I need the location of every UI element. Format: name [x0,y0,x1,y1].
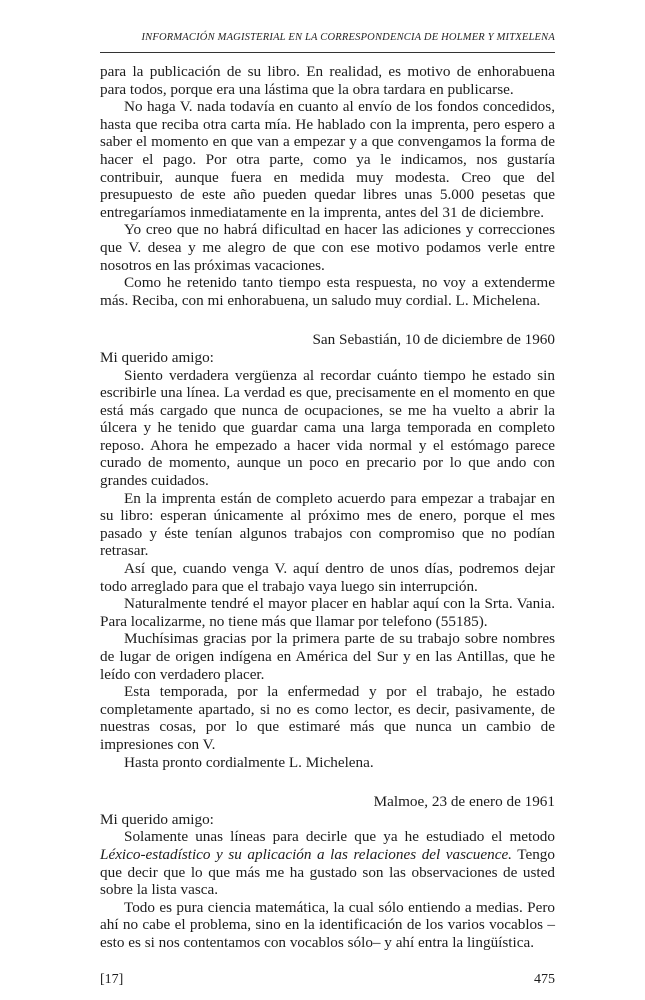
paragraph-text: Solamente unas líneas para decirle que ya he estudiado el metodo [124,828,555,846]
paragraph: Así que, cuando venga V. aquí dentro de unos días, podremos dejar todo arreglado para que el trabajo vaya luego sin interrupción. [100,560,555,595]
letter-dateline: San Sebastián, 10 de diciembre de 1960 [312,331,555,349]
section-reference: [17] [100,972,124,987]
paragraph [100,828,555,898]
running-header [100,30,555,53]
paragraph: para la publicación de su libro. En realidad, es motivo de enhorabuena para todos, porque era una lástima que la obra tardara en publicarse. [100,63,555,98]
paragraph: Hasta pronto cordialmente L. Michelena. [124,753,374,771]
page-number: 475 [534,972,555,987]
page-body [100,63,555,952]
paragraph: Naturalmente tendré el mayor placer en hablar aquí con la Srta. Vania. Para localizarme, no tiene más que llamar por telefono (55185). [100,595,555,630]
book-title: Léxico-estadístico y su aplicación a las relaciones del vascuence. [100,845,512,863]
paragraph: Esta temporada, por la enfermedad y por el trabajo, he estado completamente apartado, si no es como lector, es decir, pasivamente, de nuestras cosas, por lo que estimaré más que nunca un cambio de impresiones con V. [100,683,555,753]
paragraph: Muchísimas gracias por la primera parte de su trabajo sobre nombres de lugar de origen indígena en América del Sur y en las Antillas, que he leído con verdadero placer. [100,630,555,683]
running-title: INFORMACIÓN MAGISTERIAL EN LA CORRESPONDENCIA DE HOLMER Y MITXELENA [141,32,555,43]
paragraph-text: Tengo que decir que lo que más me ha gustado son las observaciones de usted sobre la lista vasca. [100,845,555,899]
paragraph: Todo es pura ciencia matemática, la cual sólo entiendo a medias. Pero ahí no cabe el problema, sino en la identificación de los varios vocablos –esto es si nos contentamos con vocablos sólo– y ahí entra la lingüística. [100,898,555,951]
paragraph: Yo creo que no habrá dificultad en hacer las adiciones y correcciones que V. desea y me alegro de que con ese motivo podamos verle entre nosotros en las próximas vacaciones. [100,221,555,274]
paragraph: Como he retenido tanto tiempo esta respuesta, no voy a extenderme más. Reciba, con mi enhorabuena, un saludo muy cordial. L. Michelena. [100,274,555,309]
paragraph: En la imprenta están de completo acuerdo para empezar a trabajar en su libro: esperan únicamente al próximo mes de enero, porque el mes pasado y éste tenían algunos trabajos con compromiso que no podían retrasar. [100,489,555,560]
paragraph: Siento verdadera vergüenza al recordar cuánto tiempo he estado sin escribirle una línea. La verdad es que, precisamente en el momento en que está más cargado que nunca de ocupaciones, se me ha vuelto a abrir la úlcera y he tenido que guardar cama una larga temporada en completo reposo. Ahora he empezado a hacer vida normal y el estómago parece curado de momento, aunque un poco en precario por lo que ando con grandes cuidados. [100,366,555,490]
letter-salutation: Mi querido amigo: [100,348,214,366]
paragraph: No haga V. nada todavía en cuanto al envío de los fondos concedidos, hasta que reciba otra carta mía. He hablado con la imprenta, pero espero a saber el momento en que van a empezar y a que convengamos la forma de hacer el pago. Por otra parte, como ya le indicamos, nos gustaría contribuir, aunque fuera en medida muy modesta. Creo que del presupuesto de este año pueden quedar libres unas 5.000 pesetas que entregaríamos inmediatamente en la imprenta, antes del 31 de diciembre. [100,98,555,221]
letter-salutation: Mi querido amigo: [100,810,214,828]
letter-dateline: Malmoe, 23 de enero de 1961 [373,793,555,811]
